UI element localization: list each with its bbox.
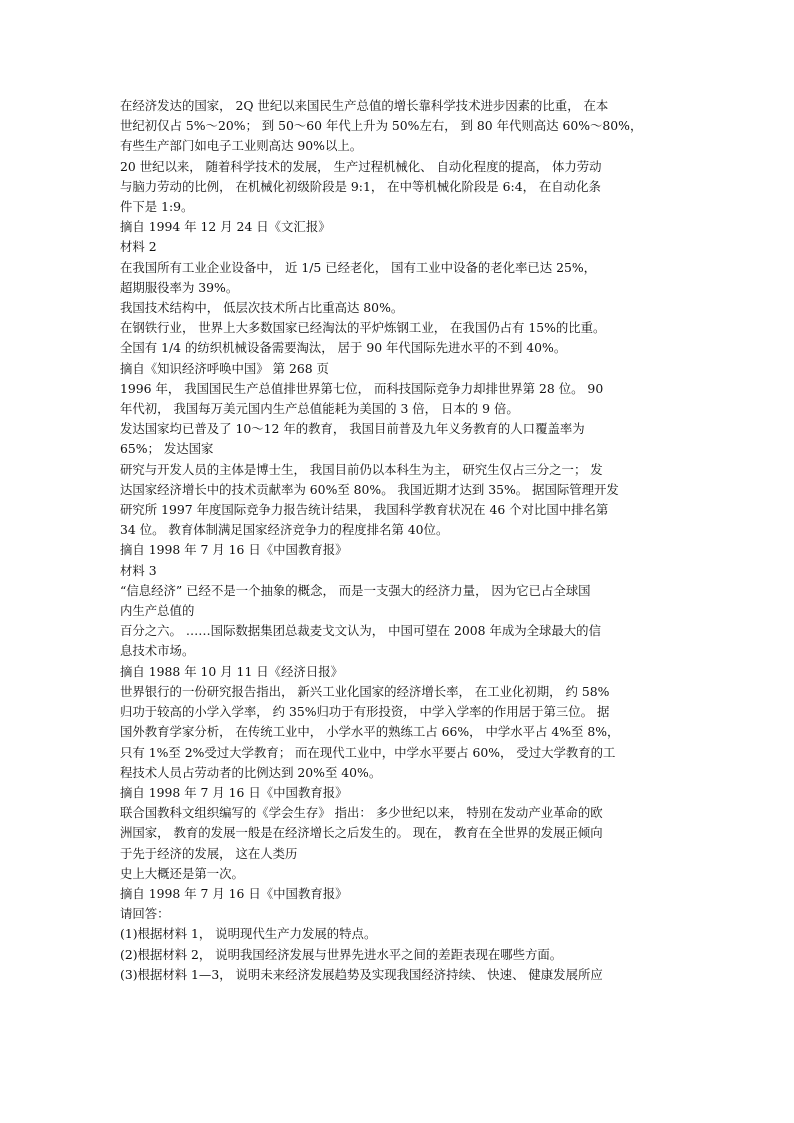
text-line: 全国有 1/4 的纺织机械设备需要淘汰， 居于 90 年代国际先进水平的不到 40%。 <box>120 340 567 356</box>
source-citation: 摘自 1998 年 7 月 16 日《中国教育报》 <box>120 885 348 901</box>
text-line: 在经济发达的国家， 2Q 世纪以来国民生产总值的增长靠科学技术进步因素的比重， 在本 <box>120 98 609 113</box>
text-line: 发达国家均已普及了 10～12 年的教育， 我国目前普及九年义务教育的人口覆盖率为 <box>120 421 585 437</box>
text-line: 史上大概还是第一次。 <box>120 865 244 881</box>
section-heading: 材料 2 <box>120 239 157 255</box>
source-citation: 摘自《知识经济呼唤中国》 第 268 页 <box>120 360 329 376</box>
text-line: 归功于较高的小学入学率， 约 35%归功于有形投资， 中学入学率的作用居于第三位。 据 <box>120 704 610 720</box>
text-line: 1996 年， 我国国民生产总值排世界第七位， 而科技国际竞争力却排世界第 28 位。 90 <box>120 380 604 396</box>
text-line: 与脑力劳动的比例， 在机械化初级阶段是 9:1， 在中等机械化阶段是 6:4， 在自动化条 <box>120 178 601 194</box>
text-line: 在我国所有工业企业设备中， 近 1/5 已经老化， 国有工业中设备的老化率已达 25%， <box>120 259 597 275</box>
text-line: 我国技术结构中， 低层次技术所占比重高达 80%。 <box>120 300 404 316</box>
text-line: 世纪初仅占 5%～20%； 到 50～60 年代上升为 50%左右， 到 80 年代则高达 60%～80%， <box>120 118 643 134</box>
text-line: 研究与开发人员的主体是博士生， 我国目前仍以本科生为主， 研究生仅占三分之一； 发 <box>120 461 603 477</box>
text-line: 内生产总值的 <box>120 603 195 619</box>
section-heading: 材料 3 <box>120 562 157 578</box>
text-line: 于先于经济的发展， 这在人类历 <box>120 845 298 861</box>
text-line: 超期服役率为 39%。 <box>120 279 239 295</box>
question-item: (3)根据材料 1—3， 说明未来经济发展趋势及实现我国经济持续、 快速、 健康发展所应 <box>120 966 603 982</box>
text-line: 年代初， 我国每万美元国内生产总值能耗为美国的 3 倍， 日本的 9 倍。 <box>120 401 519 417</box>
text-line: 联合国教科文组织编写的《学会生存》 指出： 多少世纪以来， 特别在发动产业革命的欧 <box>120 805 603 821</box>
text-line: 20 世纪以来， 随着科学技术的发展， 生产过程机械化、 自动化程度的提高， 体力劳动 <box>120 158 602 174</box>
text-line: 在钢铁行业， 世界上大多数国家已经淘汰的平炉炼钢工业， 在我国仍占有 15%的比重。 <box>120 320 606 336</box>
question-prompt: 请回答： <box>120 906 170 922</box>
source-citation: 摘自 1998 年 7 月 16 日《中国教育报》 <box>120 784 348 800</box>
text-line: 只有 1%至 2%受过大学教育； 而在现代工业中，中学水平要占 60%， 受过大学教育的工 <box>120 744 616 760</box>
text-line: 有些生产部门如电子工业则高达 90%以上。 <box>120 138 363 154</box>
source-citation: 摘自 1994 年 12 月 24 日《文汇报》 <box>120 219 331 235</box>
document-body <box>120 96 678 985</box>
text-line: 65%； 发达国家 <box>120 441 214 457</box>
text-line: 程技术人员占劳动者的比例达到 20%至 40%。 <box>120 764 382 780</box>
text-line: “信息经济” 已经不是一个抽象的概念， 而是一支强大的经济力量， 因为它已占全球国 <box>120 582 591 598</box>
text-line: 百分之六。 ……国际数据集团总裁麦戈文认为， 中国可望在 2008 年成为全球最大的信 <box>120 623 601 639</box>
source-citation: 摘自 1988 年 10 月 11 日《经济日报》 <box>120 663 343 679</box>
source-citation: 摘自 1998 年 7 月 16 日《中国教育报》 <box>120 542 348 558</box>
text-line: 件下是 1:9。 <box>120 199 194 215</box>
text-line: 达国家经济增长中的技术贡献率为 60%至 80%。 我国近期才达到 35%。 据国际管理开发 <box>120 481 619 497</box>
text-line: 国外教育学家分析， 在传统工业中， 小学水平的熟练工占 66%， 中学水平占 4%至 8%， <box>120 724 620 740</box>
text-line: 息技术市场。 <box>120 643 195 659</box>
text-line: 世界银行的一份研究报告指出， 新兴工业化国家的经济增长率， 在工业化初期， 约 58% <box>120 683 610 699</box>
text-line: 研究所 1997 年度国际竞争力报告统计结果， 我国科学教育状况在 46 个对比国中排名第 <box>120 502 609 518</box>
text-line: 34 位。 教育体制满足国家经济竞争力的程度排名第 40位。 <box>120 522 449 538</box>
text-line: 洲国家， 教育的发展一般是在经济增长之后发生的。 现在， 教育在全世界的发展正倾向 <box>120 825 603 841</box>
question-item: (2)根据材料 2， 说明我国经济发展与世界先进水平之间的差距表现在哪些方面。 <box>120 946 563 962</box>
question-item: (1)根据材料 1， 说明现代生产力发展的特点。 <box>120 926 377 942</box>
